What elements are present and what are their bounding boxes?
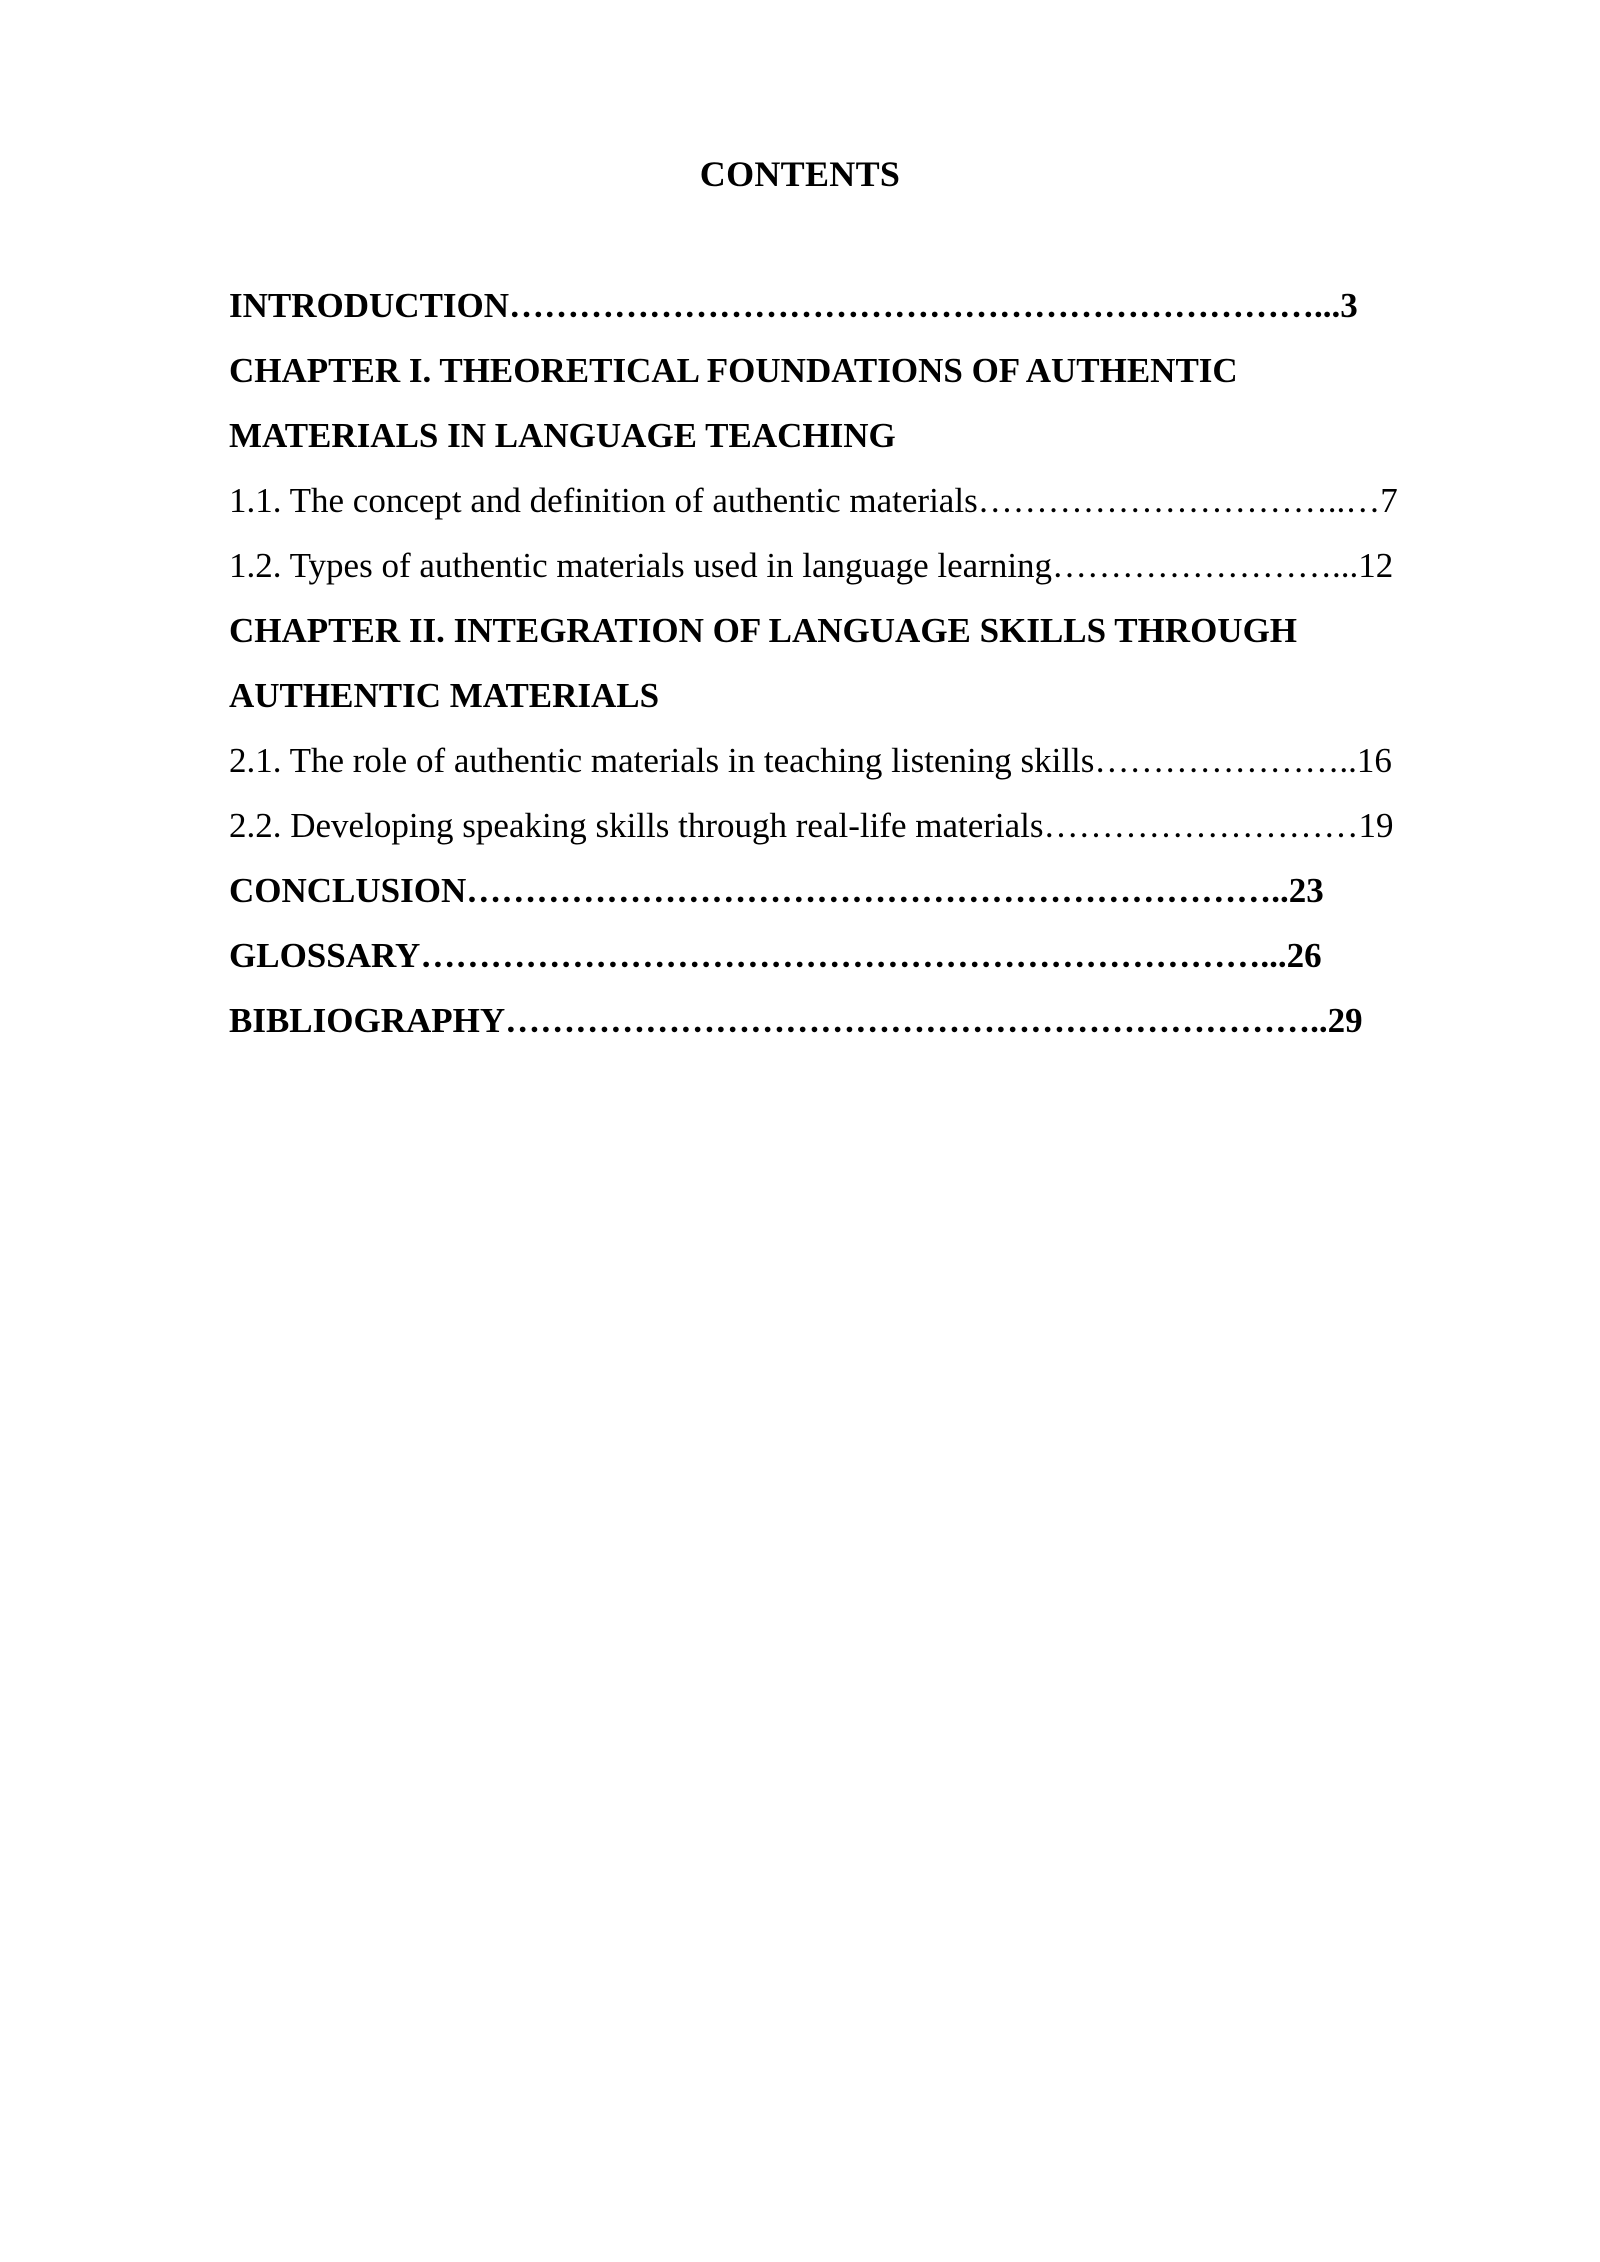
toc-entry-glossary[interactable]: GLOSSARY………………………………………………………………...26: [229, 936, 1322, 975]
toc-entry-section-2-1[interactable]: 2.1. The role of authentic materials in teaching listening skills…………………..16: [229, 741, 1392, 780]
toc-entry-chapter-2-title-line-1[interactable]: CHAPTER II. INTEGRATION OF LANGUAGE SKILLS THROUGH: [229, 611, 1298, 650]
toc-entry-chapter-2-title-line-2[interactable]: AUTHENTIC MATERIALS: [229, 676, 660, 715]
toc-entry-bibliography[interactable]: BIBLIOGRAPHY……………………………………………………………..29: [229, 1001, 1363, 1040]
table-of-contents: [229, 282, 1485, 1062]
toc-entry-chapter-1-title-line-2[interactable]: MATERIALS IN LANGUAGE TEACHING: [229, 416, 896, 455]
toc-entry-section-1-2[interactable]: 1.2. Types of authentic materials used in language learning……………………...12: [229, 546, 1394, 585]
toc-entry-conclusion[interactable]: CONCLUSION……………………………………………………………..23: [229, 871, 1324, 910]
toc-entry-introduction[interactable]: INTRODUCTION……………………………………………………………...3: [229, 286, 1358, 325]
page-title: CONTENTS: [699, 154, 901, 194]
toc-entry-section-2-2[interactable]: 2.2. Developing speaking skills through real-life materials………………………19: [229, 806, 1394, 845]
toc-entry-chapter-1-title-line-1[interactable]: CHAPTER I. THEORETICAL FOUNDATIONS OF AUTHENTIC: [229, 351, 1238, 390]
toc-entry-section-1-1[interactable]: 1.1. The concept and definition of authentic materials…………………………..…7: [229, 481, 1398, 520]
